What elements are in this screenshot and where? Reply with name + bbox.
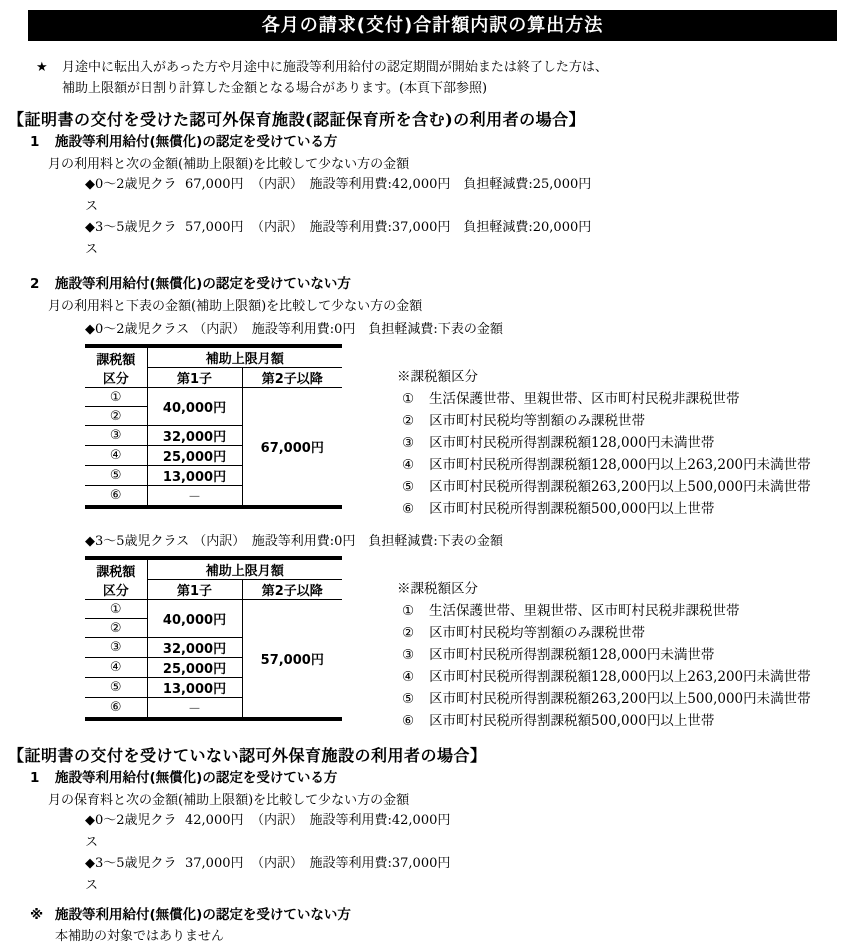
division-cell: ⑥ (85, 486, 147, 508)
tax-note-text: 区市町村民税所得割課税額263,200円以上500,000円未満世帯 (429, 479, 811, 495)
header-second-child: 第2子以降 (242, 368, 342, 388)
first-child-amount: － (147, 486, 242, 508)
tax-note-text: 区市町村民税所得割課税額128,000円未満世帯 (429, 647, 715, 663)
subsidy-cap-table-0-2 (85, 344, 342, 509)
fee-amount: 42,000円 (185, 813, 244, 828)
tax-note-text: 区市町村民税所得割課税額128,000円以上263,200円未満世帯 (429, 669, 811, 685)
tax-note-item (397, 454, 811, 476)
header-tax-division-line2: 区分 (102, 371, 129, 387)
division-cell: ⑤ (85, 678, 147, 698)
first-child-amount: 40,000円 (147, 600, 242, 638)
tax-note-text: 生活保護世帯、里親世帯、区市町村民税非課税世帯 (429, 391, 740, 407)
fee-breakdown: （内訳） 施設等利用費:37,000円 負担軽減費:20,000円 (251, 220, 592, 235)
tax-note-text: 区市町村民税所得割課税額263,200円以上500,000円未満世帯 (429, 691, 811, 707)
certified-item1-heading (30, 133, 857, 152)
tax-note-item (397, 622, 811, 644)
item-title: 施設等利用給付(無償化)の認定を受けている方 (55, 134, 338, 150)
fee-class-label: ◆3〜5歳児クラス (85, 856, 177, 893)
tax-note-text: 区市町村民税均等割額のみ課税世帯 (429, 413, 645, 429)
first-child-amount: 40,000円 (147, 388, 242, 426)
header-second-child: 第2子以降 (242, 580, 342, 600)
tax-notes-title: ※課税額区分 (397, 369, 478, 385)
certified-item1-description: 月の利用料と次の金額(補助上限額)を比較して少ない方の金額 (48, 157, 410, 172)
document-page (0, 10, 857, 946)
first-child-amount: 32,000円 (147, 426, 242, 446)
division-cell: ③ (85, 638, 147, 658)
circled-number: ④ (402, 669, 415, 685)
division-cell: ⑥ (85, 698, 147, 720)
fee-class-label: ◆0〜2歳児クラス (85, 177, 177, 214)
item-number: 1 (30, 134, 40, 150)
uncertified-excluded-body: 本補助の対象ではありません (55, 929, 225, 944)
fee-breakdown: （内訳） 施設等利用費:37,000円 (251, 856, 451, 871)
uncertified-item1-heading (30, 769, 857, 788)
circled-number: ③ (402, 435, 415, 451)
circled-number: ② (402, 625, 415, 641)
tax-note-item (397, 410, 811, 432)
fee-amount: 37,000円 (185, 856, 244, 871)
circled-number: ① (402, 391, 415, 407)
tax-note-item (397, 710, 811, 732)
division-cell: ③ (85, 426, 147, 446)
fee-row (85, 217, 857, 260)
tax-note-item (397, 432, 811, 454)
star-icon: ★ (36, 60, 48, 75)
circled-number: ⑥ (402, 713, 415, 729)
subsidy-cap-table-3-5 (85, 556, 342, 721)
fee-class-label: ◆0〜2歳児クラス (85, 813, 177, 850)
uncertified-item1-description: 月の保育料と次の金額(補助上限額)を比較して少ない方の金額 (48, 793, 410, 808)
table-group-3-5 (85, 556, 857, 732)
circled-number: ① (402, 603, 415, 619)
section-certified-heading: 【証明書の交付を受けた認可外保育施設(認証保育所を含む)の利用者の場合】 (8, 110, 586, 129)
circled-number: ③ (402, 647, 415, 663)
second-child-amount: 67,000円 (242, 388, 342, 508)
star-notice-line-1: 月途中に転出入があった方や月途中に施設等利用給付の認定期間が開始または終了した方は、 (62, 60, 608, 75)
header-first-child: 第1子 (147, 368, 242, 388)
item-number: 2 (30, 276, 40, 292)
first-child-amount: 32,000円 (147, 638, 242, 658)
tax-notes-title: ※課税額区分 (397, 581, 478, 597)
star-notice-text (62, 57, 608, 99)
tax-note-text: 区市町村民税均等割額のみ課税世帯 (429, 625, 645, 641)
item-title: 施設等利用給付(無償化)の認定を受けていない方 (55, 907, 351, 923)
tax-note-text: 区市町村民税所得割課税額500,000円以上世帯 (429, 713, 715, 729)
item-title: 施設等利用給付(無償化)の認定を受けている方 (55, 770, 338, 786)
certified-item2-description: 月の利用料と下表の金額(補助上限額)を比較して少ない方の金額 (48, 299, 423, 314)
fee-class-label: ◆3〜5歳児クラス (85, 220, 177, 257)
table-caption-0-2: ◆0〜2歳児クラス （内訳） 施設等利用費:0円 負担軽減費:下表の金額 (85, 322, 503, 337)
header-monthly-cap: 補助上限月額 (147, 558, 342, 580)
certified-item2-heading (30, 275, 857, 294)
tax-note-text: 区市町村民税所得割課税額128,000円以上263,200円未満世帯 (429, 457, 811, 473)
tax-notes (397, 344, 811, 520)
tax-note-item (397, 644, 811, 666)
fee-row (85, 810, 857, 853)
division-cell: ④ (85, 446, 147, 466)
header-tax-division-line1: 課税額 (96, 564, 136, 580)
table-group-0-2 (85, 344, 857, 520)
fee-row (85, 853, 857, 896)
header-tax-division-line1: 課税額 (96, 352, 136, 368)
tax-note-text: 区市町村民税所得割課税額500,000円以上世帯 (429, 501, 715, 517)
tax-note-item (397, 476, 811, 498)
fee-breakdown: （内訳） 施設等利用費:42,000円 負担軽減費:25,000円 (251, 177, 592, 192)
fee-amount: 57,000円 (185, 220, 244, 235)
reference-mark-icon: ※ (30, 907, 44, 923)
table-caption-3-5: ◆3〜5歳児クラス （内訳） 施設等利用費:0円 負担軽減費:下表の金額 (85, 534, 503, 549)
header-tax-division (85, 346, 147, 388)
star-notice (36, 57, 857, 99)
tax-note-text: 区市町村民税所得割課税額128,000円未満世帯 (429, 435, 715, 451)
first-child-amount: 25,000円 (147, 446, 242, 466)
tax-note-item (397, 688, 811, 710)
fee-breakdown: （内訳） 施設等利用費:42,000円 (251, 813, 451, 828)
division-cell: ② (85, 407, 147, 426)
section-uncertified-heading: 【証明書の交付を受けていない認可外保育施設の利用者の場合】 (8, 746, 487, 765)
header-first-child: 第1子 (147, 580, 242, 600)
division-cell: ⑤ (85, 466, 147, 486)
division-cell: ① (85, 388, 147, 407)
second-child-amount: 57,000円 (242, 600, 342, 720)
item-number: 1 (30, 770, 40, 786)
tax-note-item (397, 600, 811, 622)
circled-number: ⑤ (402, 691, 415, 707)
first-child-amount: 13,000円 (147, 466, 242, 486)
star-notice-line-2: 補助上限額が日割り計算した金額となる場合があります。(本頁下部参照) (62, 81, 488, 96)
tax-note-item (397, 498, 811, 520)
division-cell: ① (85, 600, 147, 619)
tax-note-item (397, 388, 811, 410)
circled-number: ⑥ (402, 501, 415, 517)
circled-number: ② (402, 413, 415, 429)
header-monthly-cap: 補助上限月額 (147, 346, 342, 368)
tax-note-item (397, 666, 811, 688)
circled-number: ④ (402, 457, 415, 473)
fee-row (85, 174, 857, 217)
circled-number: ⑤ (402, 479, 415, 495)
tax-note-text: 生活保護世帯、里親世帯、区市町村民税非課税世帯 (429, 603, 740, 619)
first-child-amount: 13,000円 (147, 678, 242, 698)
item-title: 施設等利用給付(無償化)の認定を受けていない方 (55, 276, 351, 292)
page-title: 各月の請求(交付)合計額内訳の算出方法 (28, 10, 837, 41)
header-tax-division (85, 558, 147, 600)
header-tax-division-line2: 区分 (102, 583, 129, 599)
fee-amount: 67,000円 (185, 177, 244, 192)
uncertified-excluded-heading (30, 906, 857, 925)
first-child-amount: 25,000円 (147, 658, 242, 678)
tax-notes (397, 556, 811, 732)
division-cell: ② (85, 619, 147, 638)
division-cell: ④ (85, 658, 147, 678)
first-child-amount: － (147, 698, 242, 720)
